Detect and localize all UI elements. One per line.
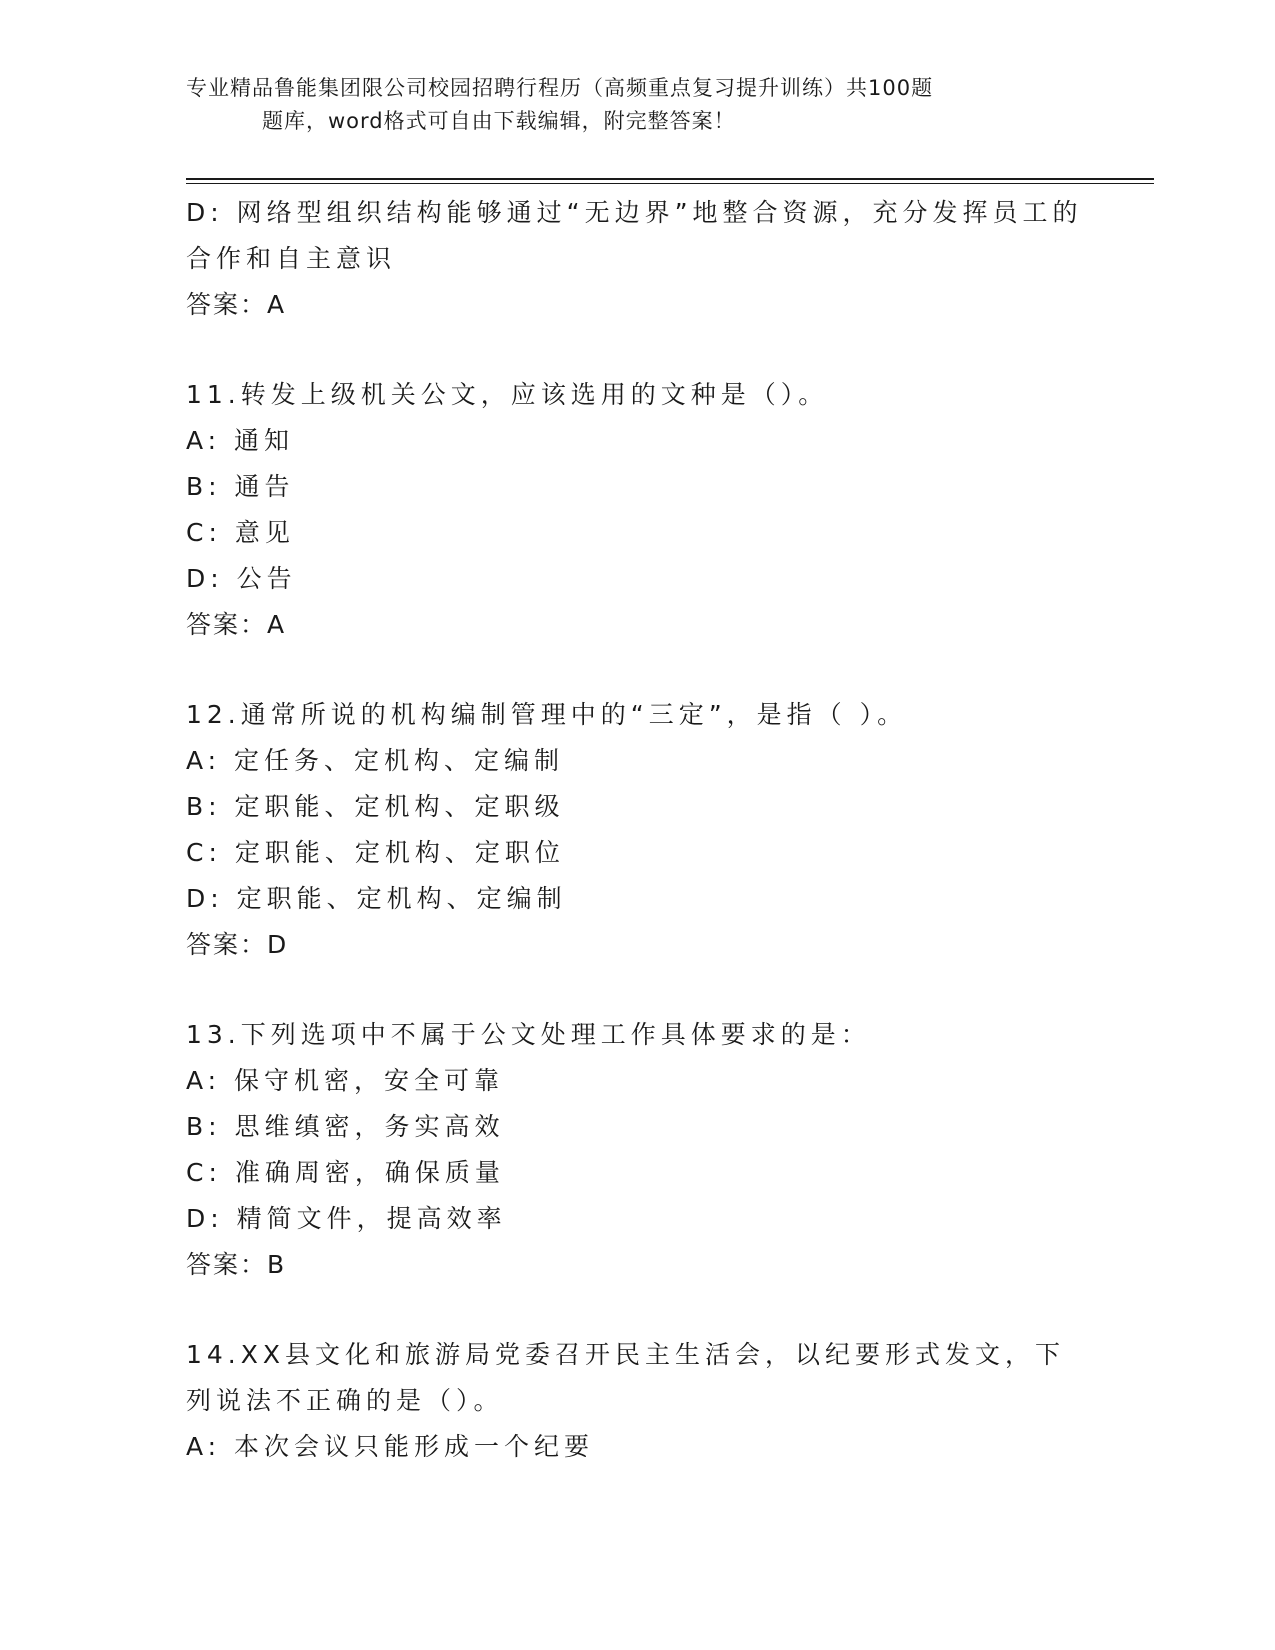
option-d: D: 精简文件，提高效率 bbox=[186, 1204, 507, 1233]
question-stem: 13.下列选项中不属于公文处理工作具体要求的是： bbox=[186, 1020, 871, 1049]
answer-line: 答案：B bbox=[186, 1250, 287, 1279]
header-rule-thick bbox=[186, 178, 1154, 180]
question-list bbox=[186, 190, 1086, 1470]
option-b: B: 定职能、定机构、定职级 bbox=[186, 792, 565, 821]
option-c: C: 准确周密，确保质量 bbox=[186, 1158, 505, 1187]
header-rule-thin bbox=[186, 183, 1154, 184]
document-header bbox=[186, 72, 1066, 138]
option-a: A: 通知 bbox=[186, 426, 295, 455]
question-block-11 bbox=[186, 372, 1086, 648]
question-stem: 12.通常所说的机构编制管理中的“三定”，是指（ ）。 bbox=[186, 700, 908, 729]
question-block-12 bbox=[186, 692, 1086, 968]
answer-line: 答案：A bbox=[186, 610, 287, 639]
option-a: A: 定任务、定机构、定编制 bbox=[186, 746, 565, 775]
question-block-14 bbox=[186, 1332, 1086, 1470]
question-block-13 bbox=[186, 1012, 1086, 1288]
option-c: C: 定职能、定机构、定职位 bbox=[186, 838, 565, 867]
option-d: D: 定职能、定机构、定编制 bbox=[186, 884, 567, 913]
option-d: D: 公告 bbox=[186, 564, 297, 593]
option-a: A: 本次会议只能形成一个纪要 bbox=[186, 1432, 595, 1461]
header-title-line2: 题库，word格式可自由下载编辑，附完整答案！ bbox=[262, 109, 736, 133]
answer-line: 答案：D bbox=[186, 930, 289, 959]
option-d: D: 网络型组织结构能够通过“无边界”地整合资源，充分发挥员工的合作和自主意识 bbox=[186, 198, 1083, 273]
question-block-prev bbox=[186, 190, 1086, 328]
option-b: B: 思维缜密，务实高效 bbox=[186, 1112, 505, 1141]
header-title-line1: 专业精品鲁能集团限公司校园招聘行程历（高频重点复习提升训练）共100题 bbox=[186, 76, 934, 100]
option-a: A: 保守机密，安全可靠 bbox=[186, 1066, 505, 1095]
option-c: C: 意见 bbox=[186, 518, 295, 547]
question-stem: 14.XX县文化和旅游局党委召开民主生活会，以纪要形式发文，下列说法不正确的是（）。 bbox=[186, 1340, 1066, 1415]
option-b: B: 通告 bbox=[186, 472, 295, 501]
answer-line: 答案：A bbox=[186, 290, 287, 319]
question-stem: 11.转发上级机关公文，应该选用的文种是（）。 bbox=[186, 380, 829, 409]
